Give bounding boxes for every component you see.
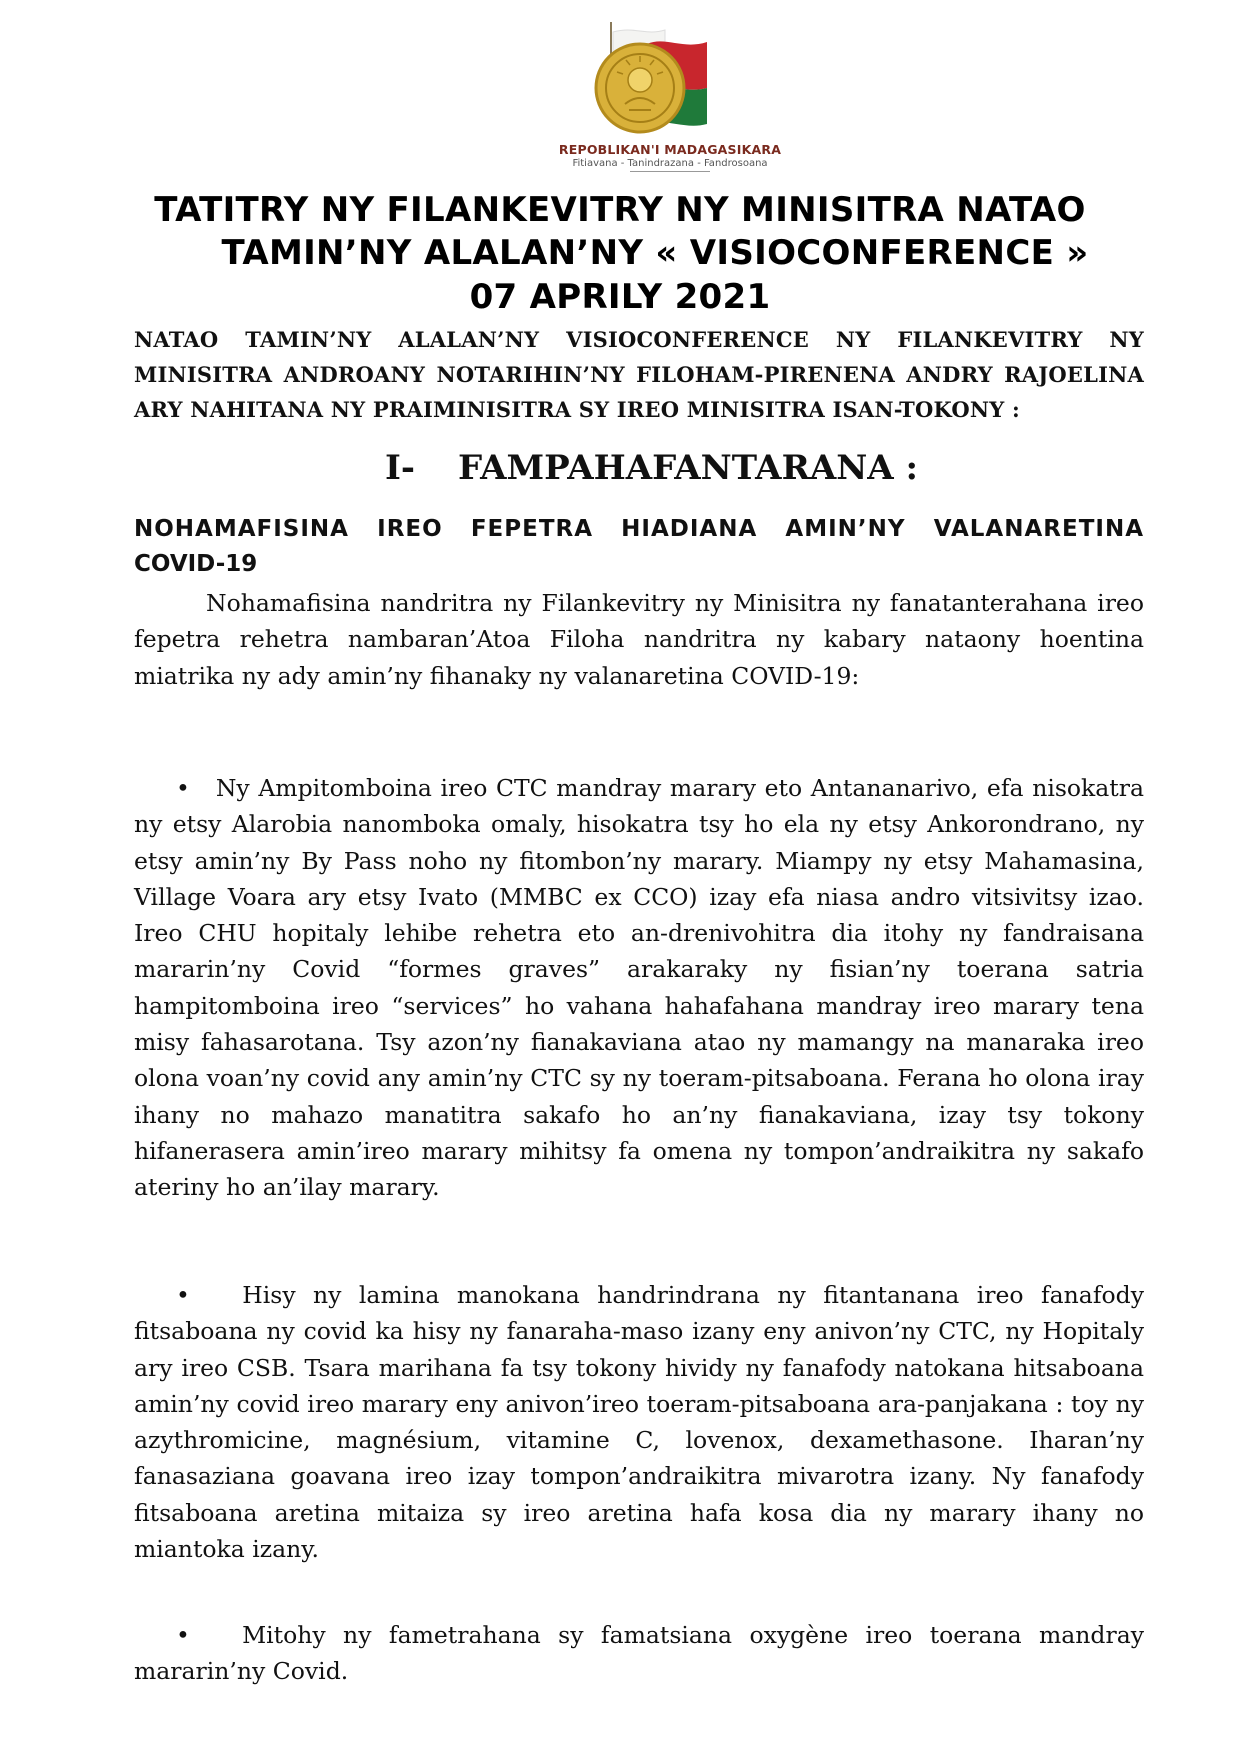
document-date: 07 APRILY 2021 <box>469 277 771 317</box>
section-heading <box>385 448 918 488</box>
bullet-text: Hisy ny lamina manokana handrindrana ny fitantanana ireo fanafody fitsaboana ny covid ka hisy ny fanaraha-maso izany eny anivon’ny CTC, ny Hopitaly ary ireo CSB. Tsara marihana fa tsy tokony hividy ny fanafody natokana hitsaboana amin’ny covid ireo marary eny anivon’ireo toeram-pitsaboana ara-panjakana : toy ny azythromicine, magnésium, vitamine C, lovenox, dexamethasone. Iharan’ny fanasaziana goavana ireo izay tompon’andraikitra mivarotra izany. Ny fanafody fitsaboana aretina mitaiza sy ireo aretina hafa kosa dia ny marary ihany no miantoka izany. <box>134 1281 1144 1564</box>
header-emblem <box>535 18 805 168</box>
logo-divider <box>630 171 710 172</box>
republic-name: REPOBLIKAN'I MADAGASIKARA <box>558 142 782 157</box>
bullet-item <box>134 1617 1144 1690</box>
bullet-icon: • <box>176 1281 190 1309</box>
bullet-item <box>134 1277 1144 1567</box>
bullet-icon: • <box>176 774 190 802</box>
intro-paragraph: Nohamafisina nandritra ny Filankevitry ny Minisitra ny fanatanterahana ireo fepetra rehetra nambaran’Atoa Filoha nandritra ny kabary nataony hoentina miatrika ny ady amin’ny fihanaky ny valanaretina COVID-19: <box>134 589 1144 690</box>
document-title-line-2: TAMIN’NY ALALAN’NY « VISIOCONFERENCE » <box>221 233 1089 273</box>
section-number: I- <box>385 448 416 488</box>
document-title-line-1: TATITRY NY FILANKEVITRY NY MINISITRA NATAO <box>154 190 1086 230</box>
bullet-icon: • <box>176 1621 190 1649</box>
republic-motto: Fitiavana - Tanindrazana - Fandrosoana <box>572 158 768 169</box>
bullet-item <box>134 770 1144 1206</box>
bullet-text: Ny Ampitomboina ireo CTC mandray marary eto Antananarivo, efa nisokatra ny etsy Alarobia nanomboka omaly, hisokatra tsy ho ela ny etsy Ankorondrano, ny etsy amin’ny By Pass noho ny fitombon’ny marary. Miampy ny etsy Mahamasina, Village Voara ary etsy Ivato (MMBC ex CCO) izay efa niasa andro vitsivitsy izao. Ireo CHU hopitaly lehibe rehetra eto an-drenivohitra dia itohy ny fandraisana mararin’ny Covid “formes graves” arakaraky ny fisian’ny toerana satria hampitomboina ireo “services” ho vahana hahafahana mandray ireo marary tena misy fahasarotana. Tsy azon’ny fianakaviana atao ny mamangy na manaraka ireo olona voan’ny covid any amin’ny CTC sy ny toeram-pitsaboana. Ferana ho olona iray ihany no mahazo manatitra sakafo ho an’ny fianakaviana, izay tsy tokony hifanerasera amin’ireo marary mihitsy fa omena ny tompon’andraikitra ny sakafo ateriny ho an’ilay marary. <box>134 774 1144 1202</box>
sub-heading-line-2: COVID-19 <box>134 551 258 577</box>
section-title: FAMPAHAFANTARANA : <box>458 448 919 488</box>
bullet-text: Mitohy ny fametrahana sy famatsiana oxygène ireo toerana mandray mararin’ny Covid. <box>134 1621 1144 1686</box>
sub-heading-line-1: NOHAMAFISINA IREO FEPETRA HIADIANA AMIN’NY VALANARETINA <box>134 516 1144 542</box>
coat-of-arms-icon <box>585 18 755 140</box>
document-subtitle: NATAO TAMIN’NY ALALAN’NY VISIOCONFERENCE NY FILANKEVITRY NY MINISITRA ANDROANY NOTARIHIN’NY FILOHAM-PIRENENA ANDRY RAJOELINA ARY NAHITANA NY PRAIMINISITRA SY IREO MINISITRA ISAN-TOKONY : <box>134 327 1144 422</box>
